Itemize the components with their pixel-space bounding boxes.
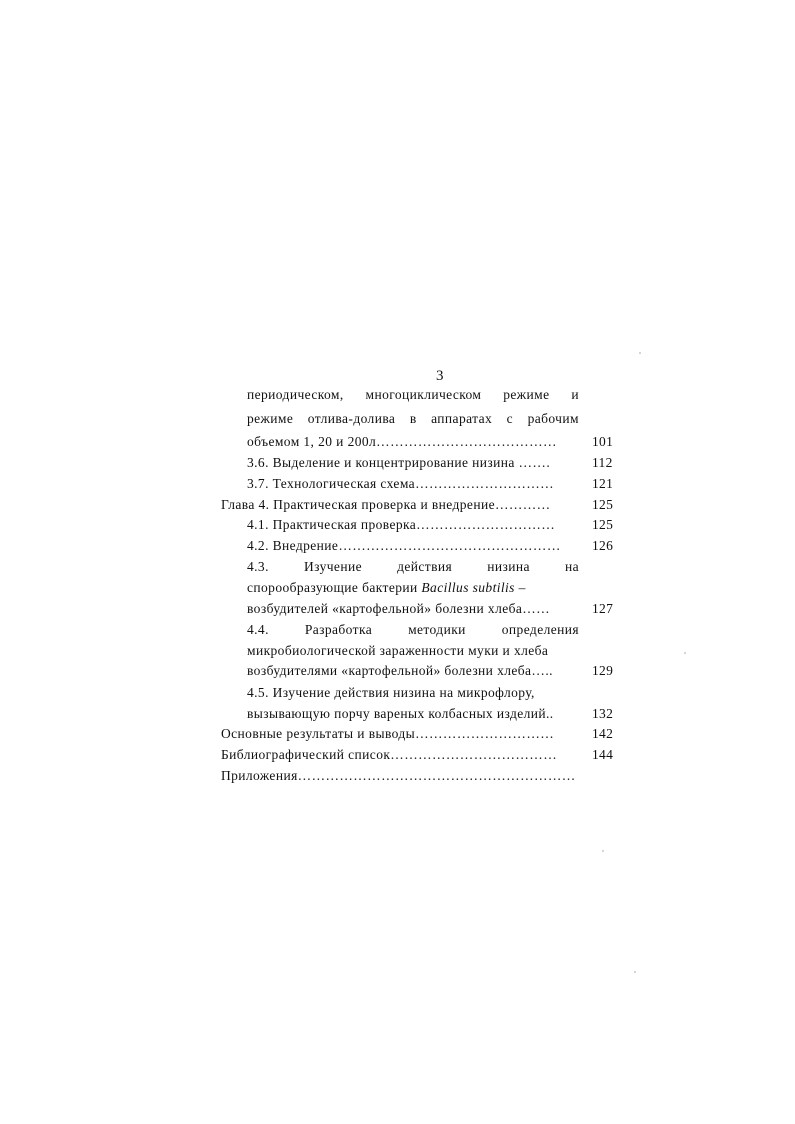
word: низина [487,559,530,574]
toc-appendix: Приложения…………………………………………………… [221,768,576,783]
toc-entry-4-3-line-3: возбудителей «картофельной» болезни хлеба…… [247,601,551,616]
toc-bibliography: Библиографический список……………………………… [221,747,558,762]
scan-speck [602,850,604,852]
word: с [506,411,514,426]
word: 4.3. [247,559,269,574]
word: периодическом, [247,387,344,402]
toc-page-number: 142 [592,726,614,741]
toc-page-number: 129 [592,663,614,678]
toc-entry-4-3-line-2 [247,578,526,598]
toc-entry-4-3-line-1 [247,557,579,577]
toc-page-number: 126 [592,538,614,553]
word: определения [501,622,579,637]
word: действия [397,559,453,574]
toc-results: Основные результаты и выводы………………………… [221,726,555,741]
toc-entry-4-2: 4.2. Внедрение………………………………………… [247,538,561,553]
word: и [571,387,579,402]
species-name: Bacillus subtilis [421,580,515,595]
toc-page-number: 101 [592,434,614,449]
toc-entry-3-6: 3.6. Выделение и концентрирование низина ……. [247,455,551,470]
toc-page-number: 144 [592,747,614,762]
word: многоциклическом [365,387,482,402]
toc-page-number: 132 [592,706,614,721]
word: на [564,559,579,574]
toc-entry-4-1: 4.1. Практическая проверка………………………… [247,517,556,532]
word: Изучение [303,559,362,574]
toc-entry-continuation-line-3: объемом 1, 20 и 200л………………………………… [247,434,557,449]
toc-entry-3-7: 3.7. Технологическая схема………………………… [247,476,555,491]
toc-page-number: 121 [592,476,614,491]
toc-page-number: 125 [592,517,614,532]
text: спорообразующие бактерии [247,580,422,595]
word: методики [408,622,466,637]
page-number: 3 [436,368,444,384]
text: – [514,580,526,595]
toc-page-number: 127 [592,601,614,616]
scan-speck [634,971,636,973]
word: рабочим [527,411,579,426]
toc-page-number: 125 [592,497,614,512]
toc-entry-4-4-line-3: возбудителями «картофельной» болезни хлеба….. [247,663,553,678]
toc-entry-continuation-line-1 [247,385,579,405]
word: режиме [247,411,294,426]
toc-entry-4-4-line-2: микробиологической зараженности муки и хлеба [247,643,549,658]
word: 4.4. [247,622,269,637]
word: отлива-долива [307,411,396,426]
toc-chapter-4: Глава 4. Практическая проверка и внедрение………… [221,497,551,512]
scan-speck [684,652,686,654]
toc-entry-4-4-line-1 [247,620,579,640]
word: в [409,411,417,426]
toc-page-number: 112 [592,455,613,470]
word: режиме [503,387,550,402]
word: Разработка [304,622,373,637]
scan-speck [639,352,641,354]
toc-entry-continuation-line-2 [247,409,579,429]
toc-entry-4-5-line-1: 4.5. Изучение действия низина на микрофлору, [247,685,535,700]
toc-entry-4-5-line-2: вызывающую порчу вареных колбасных изделий.. [247,706,554,721]
word: аппаратах [431,411,493,426]
